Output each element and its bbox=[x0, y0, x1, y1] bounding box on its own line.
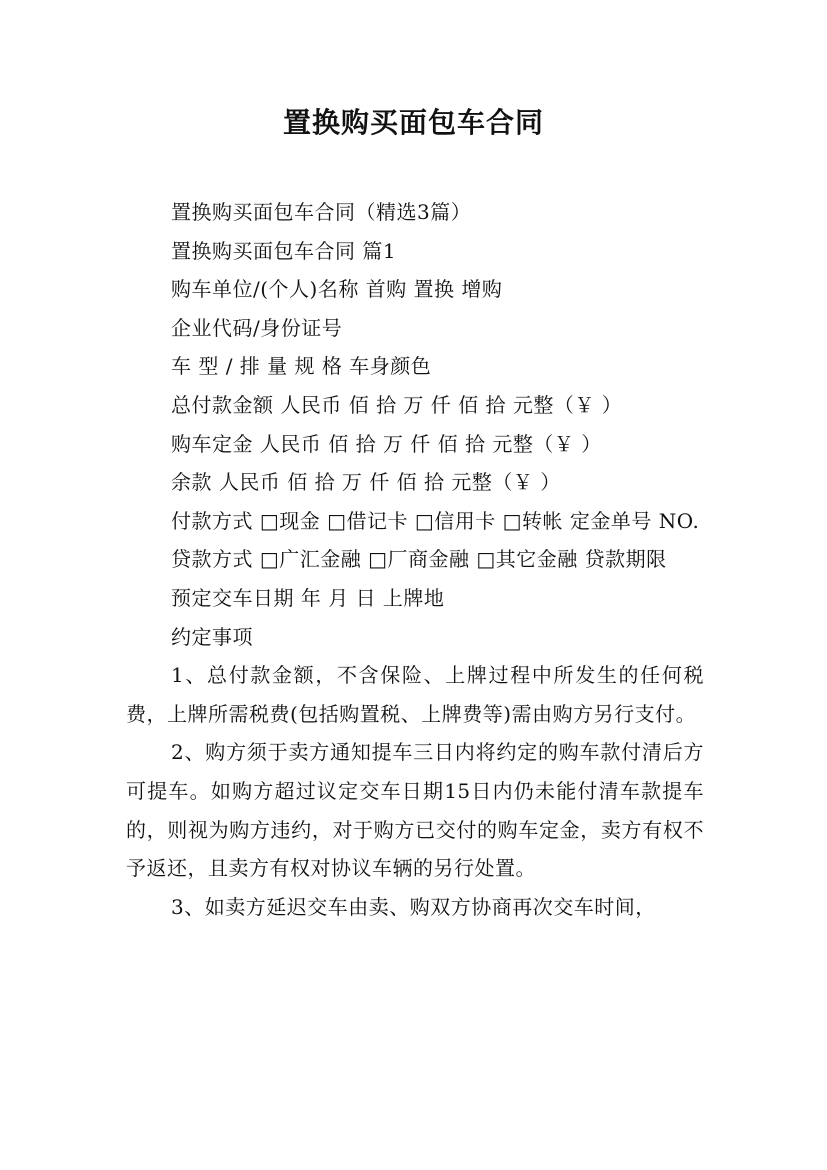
paragraph-vehicle-model: 车 型 / 排 量 规 格 车身颜色 bbox=[171, 354, 432, 379]
paragraph-term-2: 2、购方须于卖方通知提车三日内将约定的购车款付清后方可提车。如购方超过议定交车日期15日内仍未能付清车款提车的，则视为购方违约，对于购方已交付的购车定金，卖方有权不予返还，且卖方有权对协议车辆的另行处置。 bbox=[126, 740, 704, 881]
paragraph-heading-selection: 置换购买面包车合同（精选3篇） bbox=[171, 200, 472, 224]
document-title: 置换购买面包车合同 bbox=[282, 106, 544, 139]
paragraph-loan-method: 贷款方式 □广汇金融 □厂商金融 □其它金融 贷款期限 bbox=[171, 547, 667, 572]
paragraph-id-number: 企业代码/身份证号 bbox=[171, 315, 343, 340]
document-body bbox=[126, 193, 704, 926]
paragraph-term-1: 1、总付款金额，不含保险、上牌过程中所发生的任何税费，上牌所需税费(包括购置税、上牌费等)需由购方另行支付。 bbox=[126, 663, 704, 726]
paragraph-total-payment: 总付款金额 人民币 佰 拾 万 仟 佰 拾 元整（￥ ） bbox=[171, 392, 623, 417]
paragraph-balance: 余款 人民币 佰 拾 万 仟 佰 拾 元整（￥ ） bbox=[171, 470, 561, 495]
paragraph-delivery-date: 预定交车日期 年 月 日 上牌地 bbox=[171, 585, 445, 610]
paragraph-payment-method: 付款方式 □现金 □借记卡 □信用卡 □转帐 定金单号 NO. bbox=[171, 508, 700, 533]
paragraph-buyer-name: 购车单位/(个人)名称 首购 置换 增购 bbox=[171, 277, 503, 302]
paragraph-article-title: 置换购买面包车合同 篇1 bbox=[171, 238, 397, 263]
paragraph-deposit: 购车定金 人民币 佰 拾 万 仟 佰 拾 元整（￥ ） bbox=[171, 431, 602, 456]
paragraph-terms-heading: 约定事项 bbox=[171, 624, 253, 649]
paragraph-term-3: 3、如卖方延迟交车由卖、购双方协商再次交车时间， bbox=[171, 894, 656, 919]
